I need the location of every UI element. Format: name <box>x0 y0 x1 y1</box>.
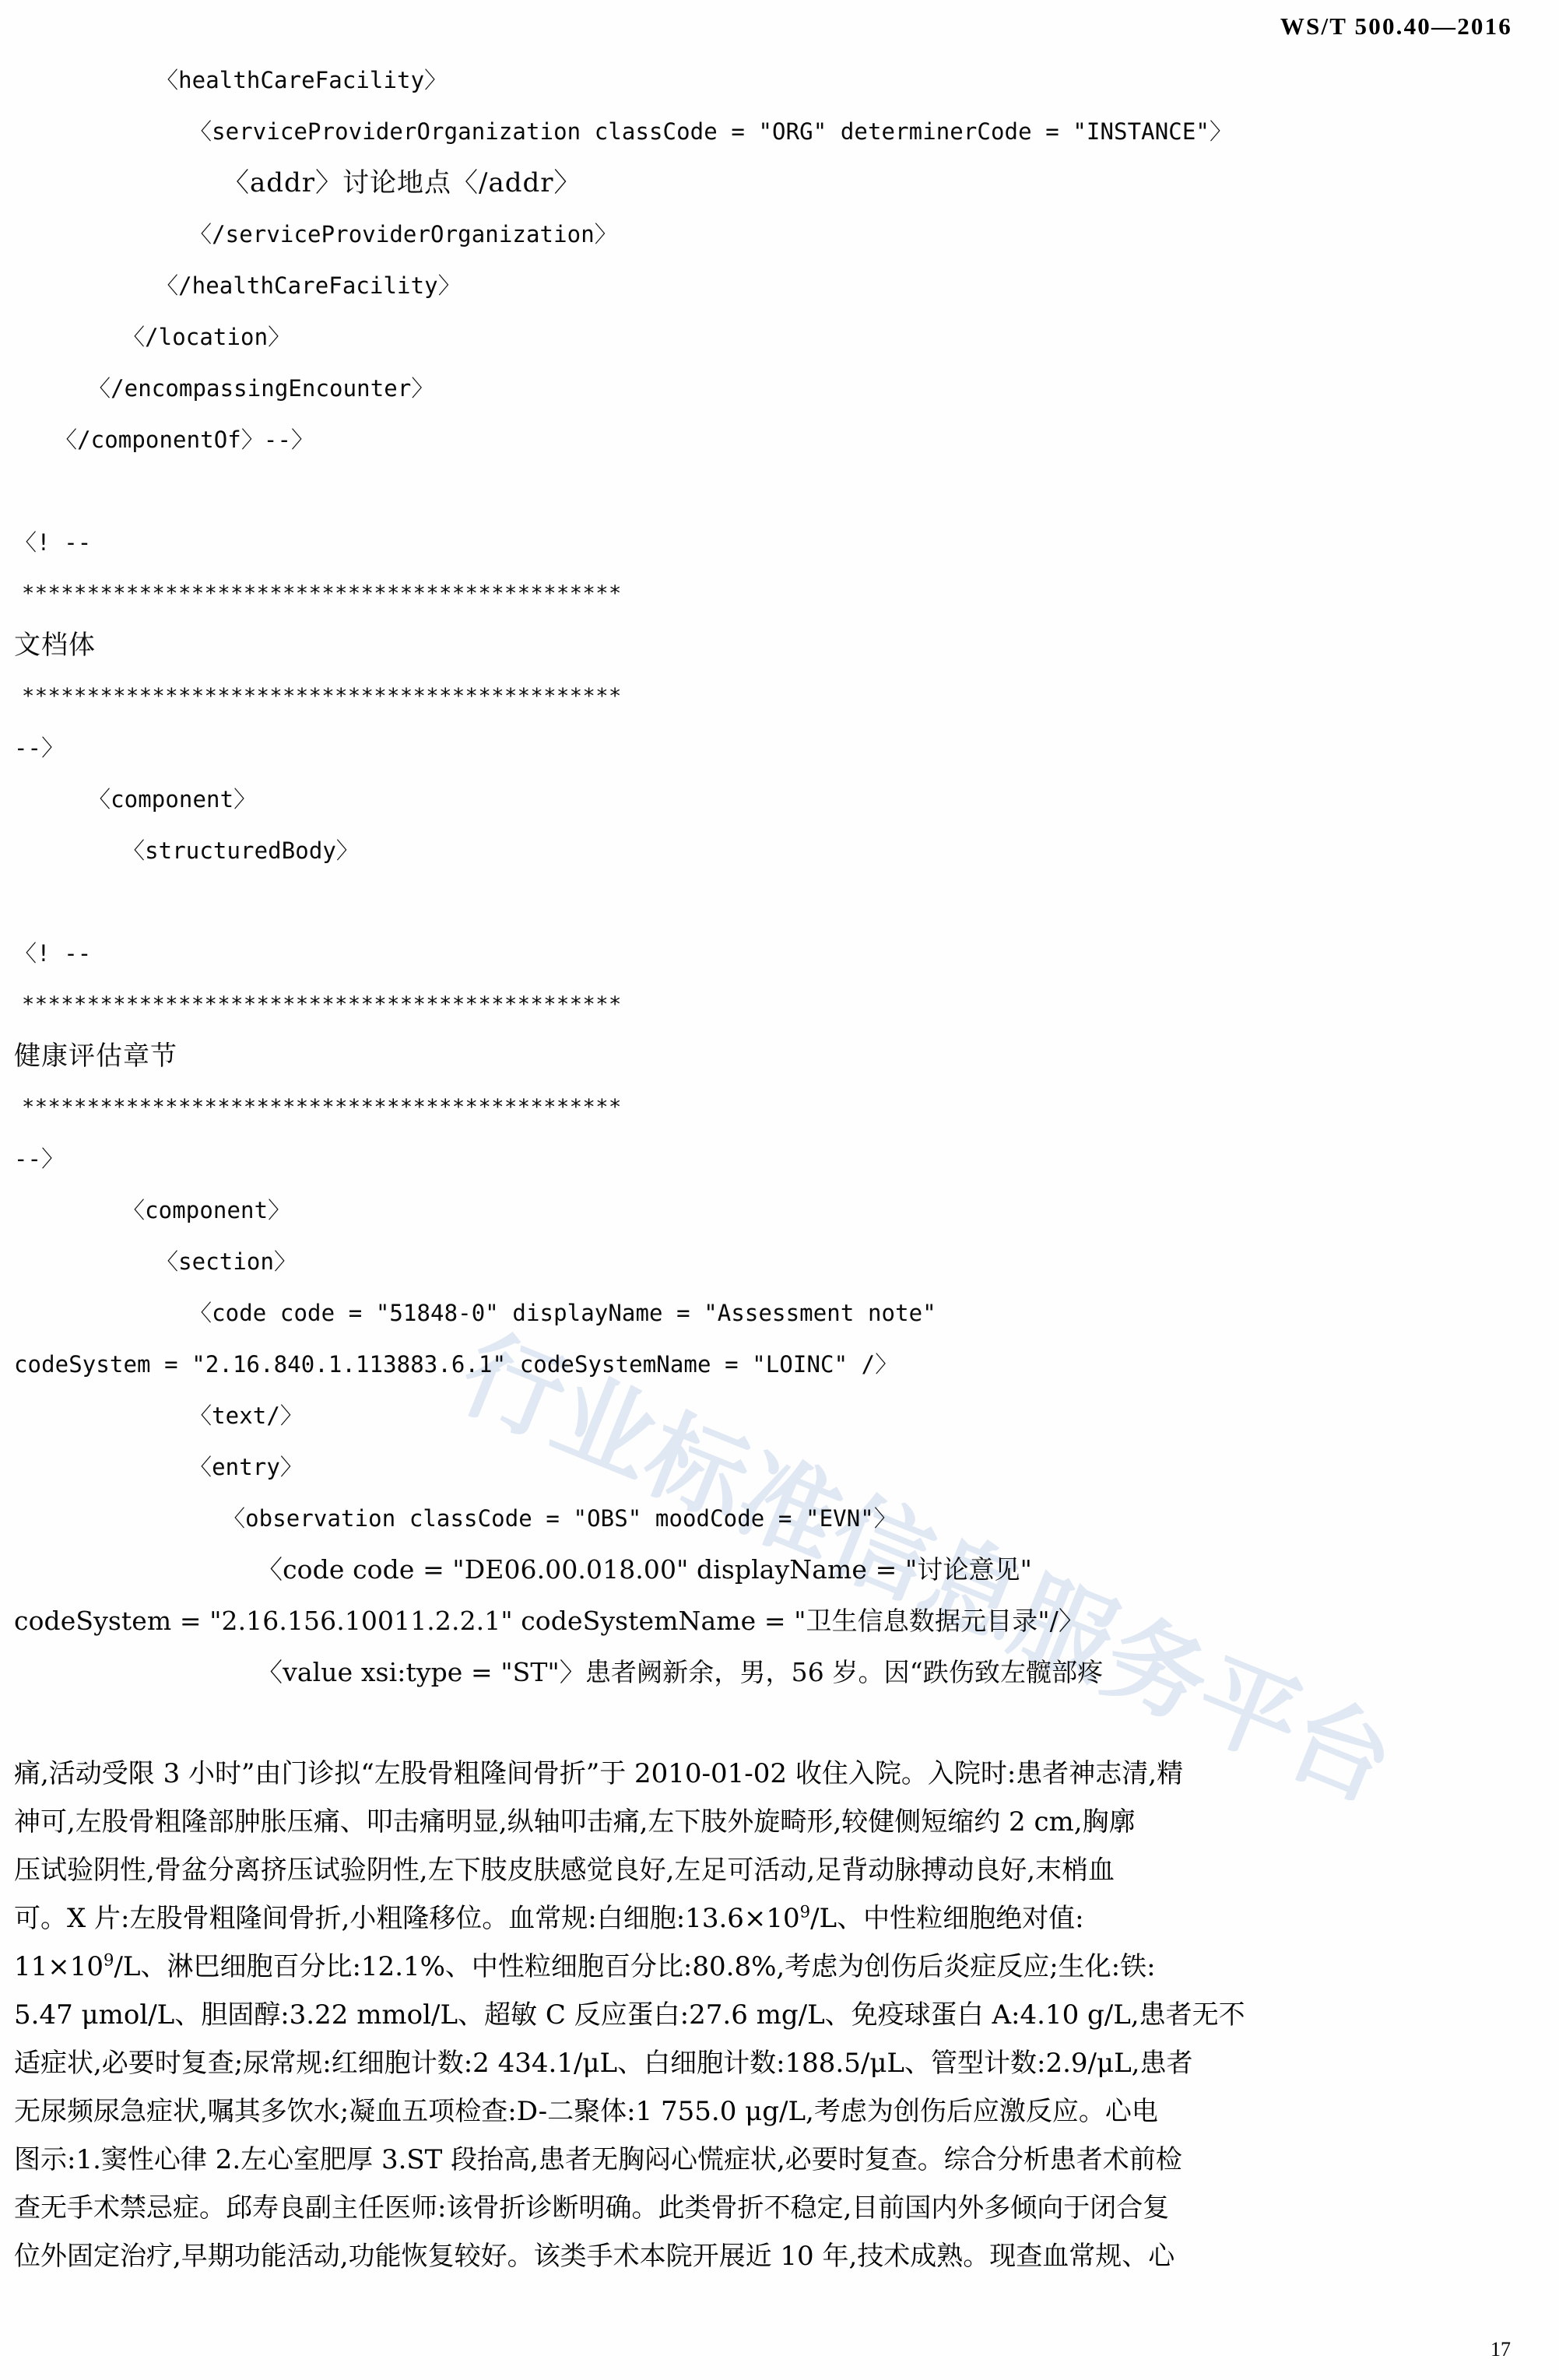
watermark-char: 平 <box>1180 1638 1317 1784</box>
code-line: 〈serviceProviderOrganization classCode = "ORG" determinerCode = "INSTANCE"〉 <box>189 118 1233 145</box>
narrative-line: 5.47 μmol/L、胆固醇:3.22 mmol/L、超敏 C 反应蛋白:27.6 mg/L、免疫球蛋白 A:4.10 g/L,患者无不 <box>14 1999 1245 2031</box>
watermark-char: 服 <box>996 1557 1133 1703</box>
code-line: 〈value xsi:type = "ST"〉患者阙新余，男，56 岁。因“跌伤致左髋部疼 <box>257 1657 1104 1687</box>
code-line: --〉 <box>14 1146 65 1172</box>
code-line <box>0 876 1559 928</box>
watermark-char: 业 <box>537 1354 674 1501</box>
narrative-line: 压试验阴性,骨盆分离挤压试验阴性,左下肢皮肤感觉良好,左足可活动,足背动脉搏动良好,末梢血 <box>14 1855 1115 1886</box>
watermark-char: 信 <box>813 1476 950 1622</box>
xml-code-listing <box>0 54 1559 1698</box>
narrative-body <box>14 1750 1546 2280</box>
narrative-line: 适症状,必要时复查;尿常规:红细胞计数:2 434.1/μL、白细胞计数:188.5/μL、管型计数:2.9/μL,患者 <box>14 2048 1193 2079</box>
code-line: 〈/encompassingEncounter〉 <box>88 375 434 402</box>
standard-number-header: WS/T 500.40—2016 <box>1280 12 1512 40</box>
code-line: 〈healthCareFacility〉 <box>156 67 448 93</box>
code-line: 〈structuredBody〉 <box>122 837 360 864</box>
code-line: 〈code code = "51848-0" displayName = "Assessment note" <box>189 1300 936 1326</box>
code-line: 〈! -- <box>14 529 92 556</box>
code-line: 〈/componentOf〉--〉 <box>54 427 314 453</box>
code-line: --〉 <box>14 735 65 761</box>
watermark-char: 准 <box>721 1435 858 1581</box>
watermark-char: 标 <box>629 1395 766 1541</box>
code-line: 〈section〉 <box>156 1248 297 1275</box>
code-line <box>0 465 1559 517</box>
watermark-char: 务 <box>1088 1597 1225 1743</box>
narrative-line: 痛,活动受限 3 小时”由门诊拟“左股骨粗隆间骨折”于 2010-01-02 收住入院。入院时:患者神志清,精 <box>14 1758 1184 1789</box>
narrative-line: $11\times 10^9/L$、淋巴细胞百分比:12.1%、中性粒细胞百分比:80.8%,考虑为创伤后炎症反应;生化:铁: <box>14 1950 1156 1982</box>
code-line: ********************************************** <box>22 581 622 606</box>
code-line: 文档体 <box>14 630 96 661</box>
narrative-line: 无尿频尿急症状,嘱其多饮水;凝血五项检查:D-二聚体:1 755.0 μg/L,考虑为创伤后应激反应。心电 <box>14 2096 1158 2127</box>
watermark-char: 台 <box>1272 1678 1409 1824</box>
narrative-line: 位外固定治疗,早期功能活动,功能恢复较好。该类手术本院开展近 10 年,技术成熟。现查血常规、心 <box>14 2241 1175 2272</box>
code-line: 〈addr〉讨论地点〈/addr〉 <box>223 167 581 198</box>
code-line: 〈/location〉 <box>122 324 291 350</box>
narrative-line: 查无手术禁忌症。邱寿良副主任医师:该骨折诊断明确。此类骨折不稳定,目前国内外多倾向于闭合复 <box>14 2192 1170 2224</box>
code-line: 〈component〉 <box>122 1197 291 1223</box>
narrative-line: 神可,左股骨粗隆部肿胀压痛、叩击痛明显,纵轴叩击痛,左下肢外旋畸形,较健侧短缩约 2 cm,胸廓 <box>14 1806 1136 1838</box>
code-line: 〈! -- <box>14 940 92 967</box>
narrative-line: 图示:1.窦性心律 2.左心室肥厚 3.ST 段抬高,患者无胸闷心慌症状,必要时复查。综合分析患者术前检 <box>14 2144 1182 2175</box>
code-line: 〈/serviceProviderOrganization〉 <box>189 221 617 247</box>
watermark-char: 息 <box>904 1516 1041 1662</box>
code-line: 〈component〉 <box>88 786 257 813</box>
code-line: codeSystem = "2.16.156.10011.2.2.1" codeSystemName = "卫生信息数据元目录"/〉 <box>14 1606 1084 1636</box>
code-line: ********************************************** <box>22 684 622 708</box>
code-line: 〈code code = "DE06.00.018.00" displayName = "讨论意见" <box>257 1554 1032 1585</box>
code-line: 〈text/〉 <box>189 1402 303 1429</box>
code-line: ********************************************** <box>22 992 622 1016</box>
code-line: 健康评估章节 <box>14 1041 177 1072</box>
code-line: 〈observation classCode = "OBS" moodCode = "EVN"〉 <box>223 1505 897 1532</box>
code-line: 〈/healthCareFacility〉 <box>156 272 461 299</box>
watermark-char: 行 <box>445 1314 582 1460</box>
page-number: 17 <box>1491 2338 1511 2361</box>
code-line: ********************************************** <box>22 1095 622 1119</box>
narrative-line: 可。X 片:左股骨粗隆间骨折,小粗隆移位。血常规:白细胞$:13.6\times 10^9/L$、中性粒细胞绝对值: <box>14 1901 1084 1934</box>
code-line: codeSystem = "2.16.840.1.113883.6.1" codeSystemName = "LOINC" /〉 <box>14 1351 898 1378</box>
code-line: 〈entry〉 <box>189 1454 303 1480</box>
